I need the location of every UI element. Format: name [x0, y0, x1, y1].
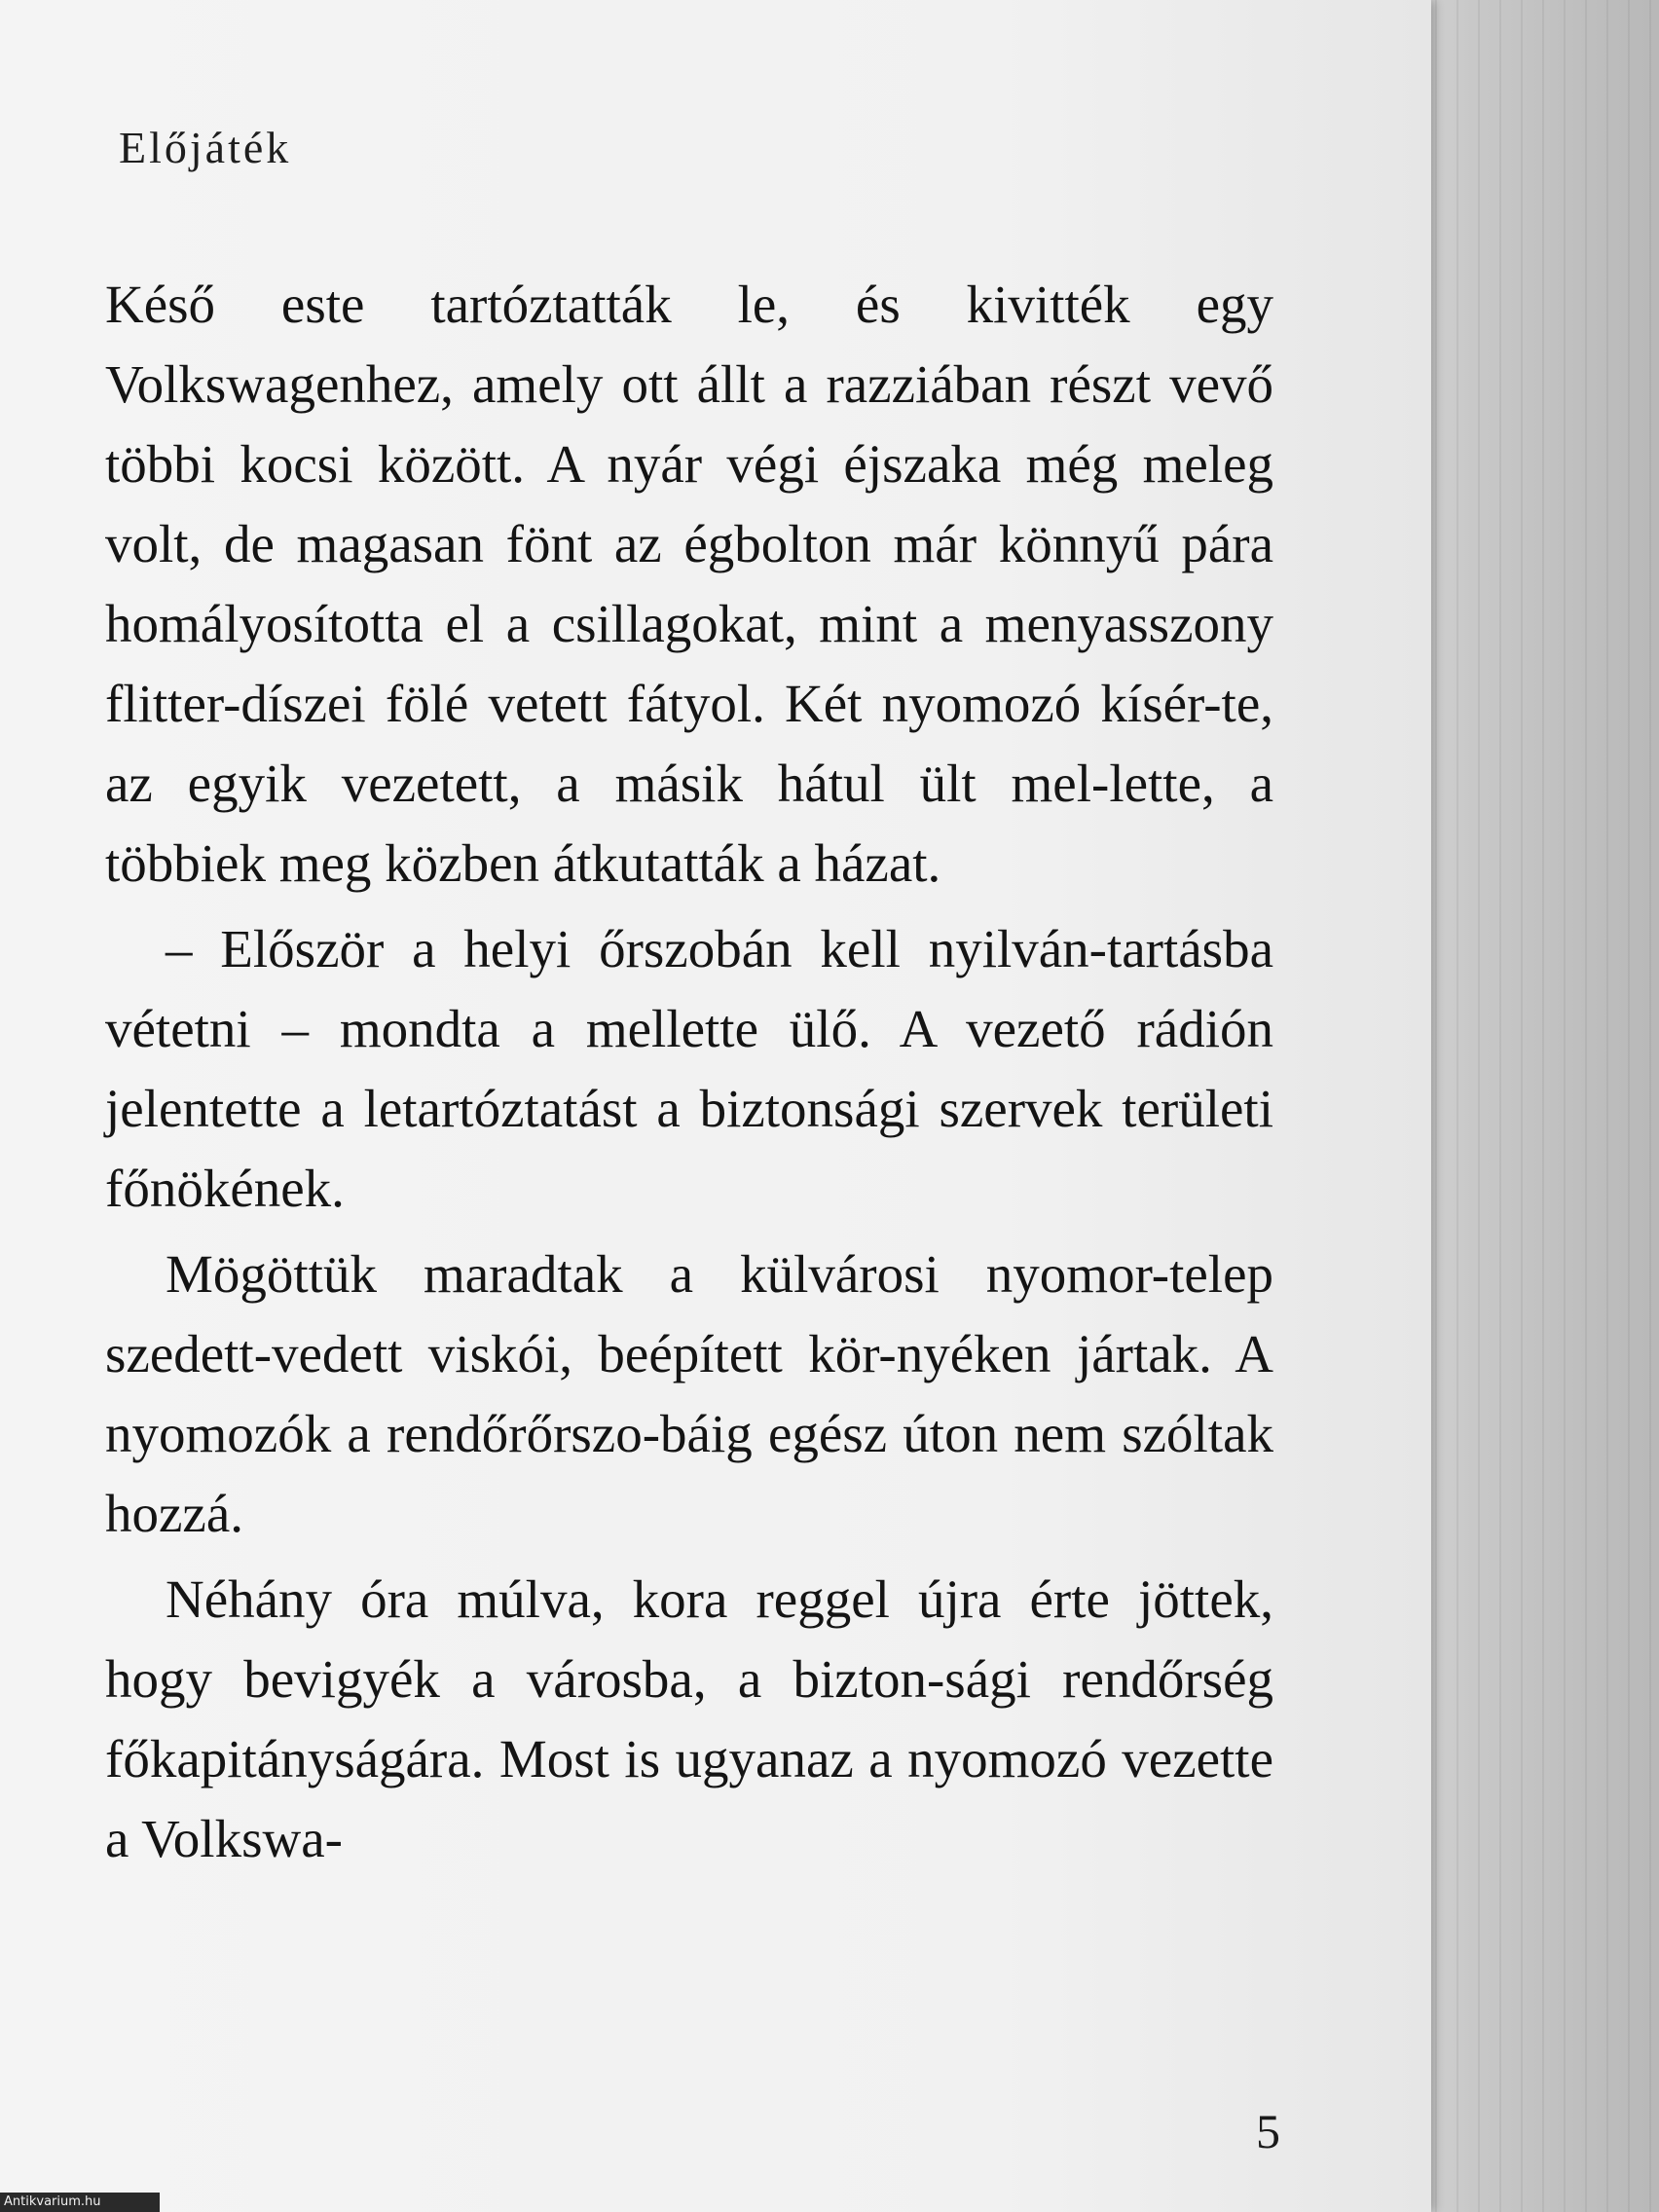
watermark: Antikvarium.hu [0, 2193, 160, 2212]
page-number: 5 [1256, 2104, 1280, 2158]
background-book-edge [1392, 0, 1659, 2212]
paragraph-4: Néhány óra múlva, kora reggel újra érte jöttek, hogy bevigyék a városba, a bizton-sági rendőrség főkapitányságára. Most is ugyanaz a nyomozó vezette a Volkswa- [105, 1569, 1273, 1868]
body-text [105, 265, 1273, 1885]
running-head: Előjáték [119, 123, 292, 172]
paragraph-3: Mögöttük maradtak a külvárosi nyomor-telep szedett-vedett viskói, beépített kör-nyéken jártak. A nyomozók a rendőrőrszo-báig egész úton nem szóltak hozzá. [105, 1244, 1273, 1543]
paragraph-2: – Először a helyi őrszobán kell nyilván-tartásba vétetni – mondta a mellette ülő. A vezető rádión jelentette a letartóztatást a biztonsági szervek területi főnökének. [105, 919, 1273, 1218]
paragraph-1: Késő este tartóztatták le, és kivitték egy Volkswagenhez, amely ott állt a razziában részt vevő többi kocsi között. A nyár végi éjszaka még meleg volt, de magasan fönt az égbolton már könnyű pára homályosította el a csillagokat, mint a menyasszony flitter-díszei fölé vetett fátyol. Két nyomozó kísér-te, az egyik vezetett, a másik hátul ült mel-lette, a többiek meg közben átkutatták a házat. [105, 275, 1273, 893]
